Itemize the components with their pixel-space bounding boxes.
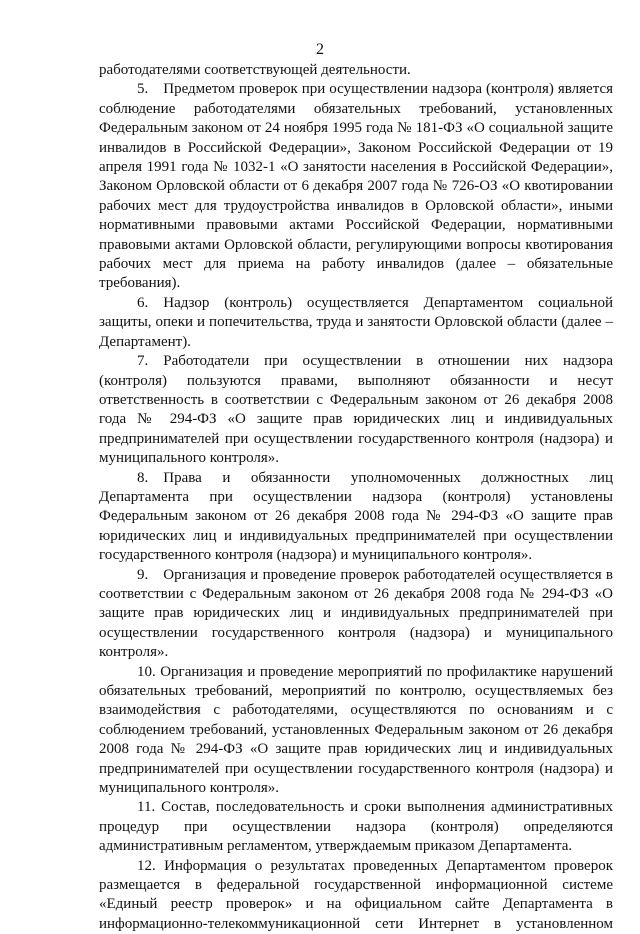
paragraph-6: 6. Надзор (контроль) осуществляется Департаментом социальной защиты, опеки и попечительства, труда и занятости Орловской области (далее – Департамент). bbox=[99, 294, 613, 350]
paragraph-11: 11. Состав, последовательность и сроки выполнения административных процедур при осуществлении надзора (контроля) определяются административным регламентом, утверждаемым приказом Департамента. bbox=[99, 799, 613, 855]
paragraph-7: 7. Работодатели при осуществлении в отношении них надзора (контроля) пользуются правами, выполняют обязанности и несут ответственность в соответствии с Федеральным законом от 26 декабря 2008 года № 294-ФЗ «О защите прав юридических лиц и индивидуальных предпринимателей при осуществлении государственного контроля (надзора) и муниципального контроля». bbox=[99, 353, 613, 467]
paragraph-5: 5. Предметом проверок при осуществлении надзора (контроля) является соблюдение работодателями обязательных требований, установленных Федеральным законом от 24 ноября 1995 года № 181-ФЗ «О социальной защите инвалидов в Российской Федерации», Законом Российской Федерации от 19 апреля 1991 года № 1032-1 «О занятости населения в Российской Федерации», Законом Орловской области от 6 декабря 2007 года № 726-ОЗ «О квотировании рабочих мест для трудоустройства инвалидов в Орловской области», иными нормативными правовыми актами Российской Федерации, нормативными правовыми актами Орловской области, регулирующими вопросы квотирования рабочих мест для приема на работу инвалидов (далее – обязательные требования). bbox=[99, 81, 613, 292]
page-number: 2 bbox=[316, 41, 324, 58]
paragraph-continuation: работодателями соответствующей деятельности. bbox=[99, 62, 411, 78]
paragraph-8: 8. Права и обязанности уполномоченных должностных лиц Департамента при осуществлении надзора (контроля) установлены Федеральным законом от 26 декабря 2008 года № 294-ФЗ «О защите прав юридических лиц и индивидуальных предпринимателей при осуществлении государственного контроля (надзора) и муниципального контроля». bbox=[99, 469, 613, 564]
paragraph-9: 9. Организация и проведение проверок работодателей осуществляется в соответствии с Федеральным законом от 26 декабря 2008 года № 294-ФЗ «О защите прав юридических лиц и индивидуальных предпринимателей при осуществлении государственного контроля (надзора) и муниципального контроля». bbox=[99, 566, 613, 661]
paragraph-10: 10. Организация и проведение мероприятий по профилактике нарушений обязательных требований, мероприятий по контролю, осуществляемых без взаимодействия с работодателями, осуществляются по основаниям и с соблюдением требований, установленных Федеральным законом от 26 декабря 2008 года № 294-ФЗ «О защите прав юридических лиц и индивидуальных предпринимателей при осуществлении государственного контроля (надзора) и муниципального контроля». bbox=[99, 663, 613, 797]
paragraph-12: 12. Информация о результатах проведенных Департаментом проверок размещается в федеральной государственной информационной системе «Единый реестр проверок» и на официальном сайте Департамента в информационно-телекоммуникационной сети Интернет в установленном bbox=[99, 857, 613, 932]
document-body bbox=[99, 61, 613, 934]
